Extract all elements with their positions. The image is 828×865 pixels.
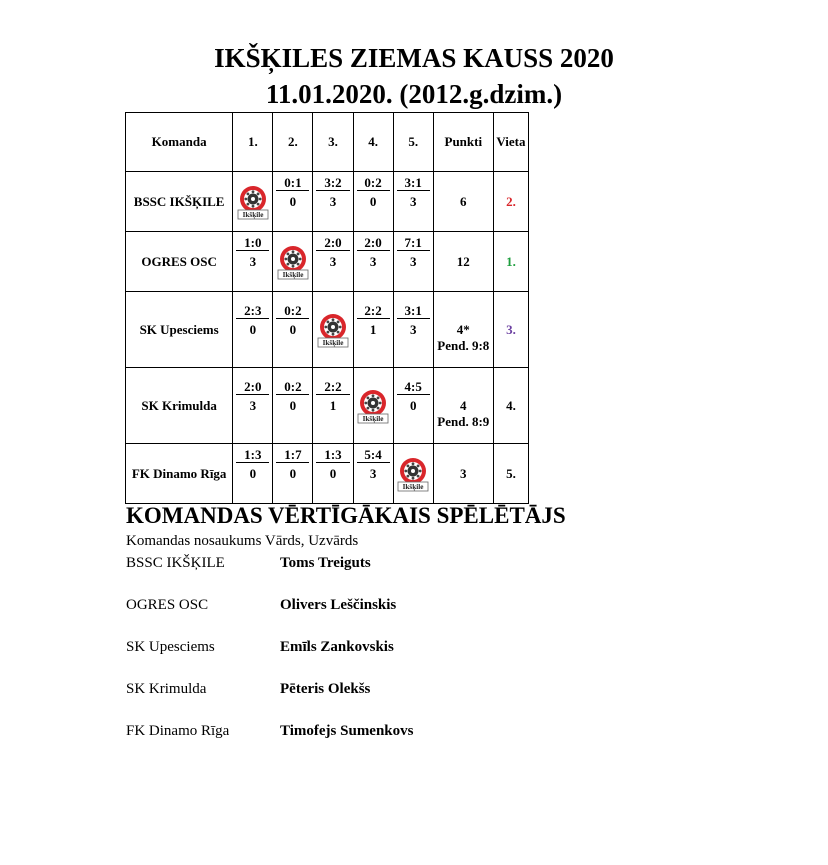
place: 5. bbox=[493, 444, 528, 504]
match-points: 3 bbox=[409, 194, 417, 209]
match-cell bbox=[353, 292, 393, 368]
self-match-cell bbox=[353, 368, 393, 444]
mvp-entry bbox=[126, 596, 396, 614]
club-crest-label: Ikšķile bbox=[242, 210, 264, 219]
match-points: 0 bbox=[289, 466, 297, 481]
club-crest-icon bbox=[397, 456, 429, 492]
match-cell bbox=[273, 292, 313, 368]
total-points bbox=[433, 172, 493, 232]
total-points bbox=[433, 292, 493, 368]
club-crest-icon bbox=[357, 388, 389, 424]
match-cell bbox=[393, 232, 433, 292]
match-score: 2:0 bbox=[357, 235, 390, 251]
match-cell bbox=[353, 172, 393, 232]
header-col-4: 4. bbox=[353, 113, 393, 172]
points-value: 6 bbox=[460, 193, 467, 209]
page-title: IKŠĶILES ZIEMAS KAUSS 2020 bbox=[214, 43, 614, 73]
match-score: 5:4 bbox=[357, 447, 390, 463]
points-value: 12 bbox=[456, 253, 470, 269]
match-score: 1:3 bbox=[316, 447, 349, 463]
club-crest-label: Ikšķile bbox=[322, 338, 344, 347]
match-result bbox=[354, 232, 393, 291]
match-score: 2:2 bbox=[357, 303, 390, 319]
match-score: 1:0 bbox=[236, 235, 269, 251]
match-score: 0:2 bbox=[276, 303, 309, 319]
place: 2. bbox=[493, 172, 528, 232]
match-score: 1:7 bbox=[276, 447, 309, 463]
match-cell bbox=[273, 172, 313, 232]
mvp-player: Pēteris Olekšs bbox=[280, 681, 371, 697]
match-score: 7:1 bbox=[397, 235, 430, 251]
self-match-cell bbox=[313, 292, 353, 368]
match-points: 3 bbox=[329, 194, 337, 209]
header-punkti: Punkti bbox=[433, 113, 493, 172]
points-value: 4* bbox=[456, 321, 470, 337]
self-match-cell bbox=[233, 172, 273, 232]
page-subtitle: 11.01.2020. (2012.g.dzim.) bbox=[265, 79, 563, 109]
match-cell bbox=[273, 444, 313, 504]
match-cell bbox=[393, 292, 433, 368]
total-points bbox=[433, 368, 493, 444]
total-points bbox=[433, 232, 493, 292]
table-row bbox=[126, 232, 529, 292]
match-points: 3 bbox=[369, 466, 377, 481]
mvp-player: Emīls Zankovskis bbox=[280, 639, 394, 655]
mvp-team: SK Upesciems bbox=[126, 639, 215, 655]
match-result bbox=[233, 232, 272, 291]
match-points: 3 bbox=[369, 254, 377, 269]
place: 3. bbox=[493, 292, 528, 368]
match-points: 0 bbox=[249, 322, 257, 337]
club-crest bbox=[317, 312, 349, 348]
mvp-title: KOMANDAS VĒRTĪGĀKAIS SPĒLĒTĀJS bbox=[126, 503, 566, 528]
match-result bbox=[273, 172, 312, 231]
match-result bbox=[233, 444, 272, 503]
match-score: 2:0 bbox=[236, 379, 269, 395]
self-match-cell bbox=[273, 232, 313, 292]
match-points: 0 bbox=[409, 398, 417, 413]
match-points: 0 bbox=[329, 466, 337, 481]
club-crest-icon bbox=[317, 312, 349, 348]
mvp-entry bbox=[126, 638, 394, 656]
mvp-team: SK Krimulda bbox=[126, 681, 207, 697]
match-points: 0 bbox=[289, 194, 297, 209]
match-points: 0 bbox=[369, 194, 377, 209]
table-header-row bbox=[126, 113, 529, 172]
match-score: 0:2 bbox=[276, 379, 309, 395]
self-match-cell bbox=[393, 444, 433, 504]
match-cell bbox=[233, 232, 273, 292]
match-points: 1 bbox=[369, 322, 377, 337]
match-score: 2:3 bbox=[236, 303, 269, 319]
penalty-note: Pend. 8:9 bbox=[437, 413, 490, 429]
team-name: SK Upesciems bbox=[126, 292, 233, 368]
table-row bbox=[126, 368, 529, 444]
header-komanda: Komanda bbox=[126, 113, 233, 172]
mvp-team: BSSC IKŠĶILE bbox=[126, 555, 225, 571]
match-cell bbox=[353, 232, 393, 292]
club-crest bbox=[357, 388, 389, 424]
match-score: 2:2 bbox=[316, 379, 349, 395]
match-result bbox=[394, 376, 433, 435]
match-cell bbox=[233, 444, 273, 504]
match-score: 3:1 bbox=[397, 303, 430, 319]
match-cell bbox=[353, 444, 393, 504]
club-crest-label: Ikšķile bbox=[362, 414, 384, 423]
match-result bbox=[273, 444, 312, 503]
table-row bbox=[126, 292, 529, 368]
match-cell bbox=[393, 368, 433, 444]
table-row bbox=[126, 172, 529, 232]
match-score: 0:2 bbox=[357, 175, 390, 191]
club-crest-icon bbox=[237, 184, 269, 220]
match-result bbox=[394, 300, 433, 359]
match-cell bbox=[233, 292, 273, 368]
match-points: 3 bbox=[329, 254, 337, 269]
match-result bbox=[273, 376, 312, 435]
mvp-entry bbox=[126, 554, 371, 572]
club-crest bbox=[237, 184, 269, 220]
match-cell bbox=[313, 368, 353, 444]
header-col-1: 1. bbox=[233, 113, 273, 172]
match-points: 3 bbox=[409, 254, 417, 269]
mvp-team: FK Dinamo Rīga bbox=[126, 723, 230, 739]
match-result bbox=[313, 232, 352, 291]
match-cell bbox=[233, 368, 273, 444]
match-points: 0 bbox=[249, 466, 257, 481]
mvp-player: Olivers Leščinskis bbox=[280, 597, 397, 613]
match-result bbox=[354, 444, 393, 503]
match-points: 0 bbox=[289, 398, 297, 413]
points-value: 3 bbox=[460, 465, 467, 481]
match-result bbox=[233, 376, 272, 435]
team-name: OGRES OSC bbox=[126, 232, 233, 292]
mvp-team: OGRES OSC bbox=[126, 597, 209, 613]
match-result bbox=[233, 300, 272, 359]
match-score: 1:3 bbox=[236, 447, 269, 463]
results-table bbox=[125, 112, 529, 504]
match-cell bbox=[313, 232, 353, 292]
team-name: BSSC IKŠĶILE bbox=[126, 172, 233, 232]
match-result bbox=[313, 376, 352, 435]
match-result bbox=[354, 300, 393, 359]
header-vieta: Vieta bbox=[493, 113, 528, 172]
mvp-entry bbox=[126, 680, 370, 698]
match-result bbox=[273, 300, 312, 359]
match-points: 0 bbox=[289, 322, 297, 337]
club-crest-label: Ikšķile bbox=[282, 270, 304, 279]
mvp-player: Toms Treiguts bbox=[280, 555, 371, 571]
team-name: SK Krimulda bbox=[126, 368, 233, 444]
team-name: FK Dinamo Rīga bbox=[126, 444, 233, 504]
total-points bbox=[433, 444, 493, 504]
mvp-player: Timofejs Sumenkovs bbox=[280, 723, 414, 739]
penalty-note: Pend. 9:8 bbox=[437, 337, 490, 353]
match-result bbox=[313, 444, 352, 503]
header-col-3: 3. bbox=[313, 113, 353, 172]
club-crest-icon bbox=[277, 244, 309, 280]
match-result bbox=[394, 232, 433, 291]
match-result bbox=[394, 172, 433, 231]
match-score: 2:0 bbox=[316, 235, 349, 251]
match-points: 3 bbox=[249, 398, 257, 413]
place: 1. bbox=[493, 232, 528, 292]
match-score: 3:2 bbox=[316, 175, 349, 191]
club-crest bbox=[277, 244, 309, 280]
club-crest bbox=[397, 456, 429, 492]
match-score: 0:1 bbox=[276, 175, 309, 191]
match-result bbox=[354, 172, 393, 231]
mvp-entry bbox=[126, 722, 414, 740]
match-result bbox=[313, 172, 352, 231]
match-points: 1 bbox=[329, 398, 337, 413]
place: 4. bbox=[493, 368, 528, 444]
match-score: 3:1 bbox=[397, 175, 430, 191]
match-points: 3 bbox=[409, 322, 417, 337]
table-row bbox=[126, 444, 529, 504]
match-points: 3 bbox=[249, 254, 257, 269]
match-cell bbox=[313, 444, 353, 504]
match-cell bbox=[393, 172, 433, 232]
header-col-5: 5. bbox=[393, 113, 433, 172]
mvp-header: Komandas nosaukums Vārds, Uzvārds bbox=[126, 533, 359, 549]
points-value: 4 bbox=[460, 397, 467, 413]
header-col-2: 2. bbox=[273, 113, 313, 172]
match-score: 4:5 bbox=[397, 379, 430, 395]
club-crest-label: Ikšķile bbox=[402, 482, 424, 491]
match-cell bbox=[273, 368, 313, 444]
match-cell bbox=[313, 172, 353, 232]
